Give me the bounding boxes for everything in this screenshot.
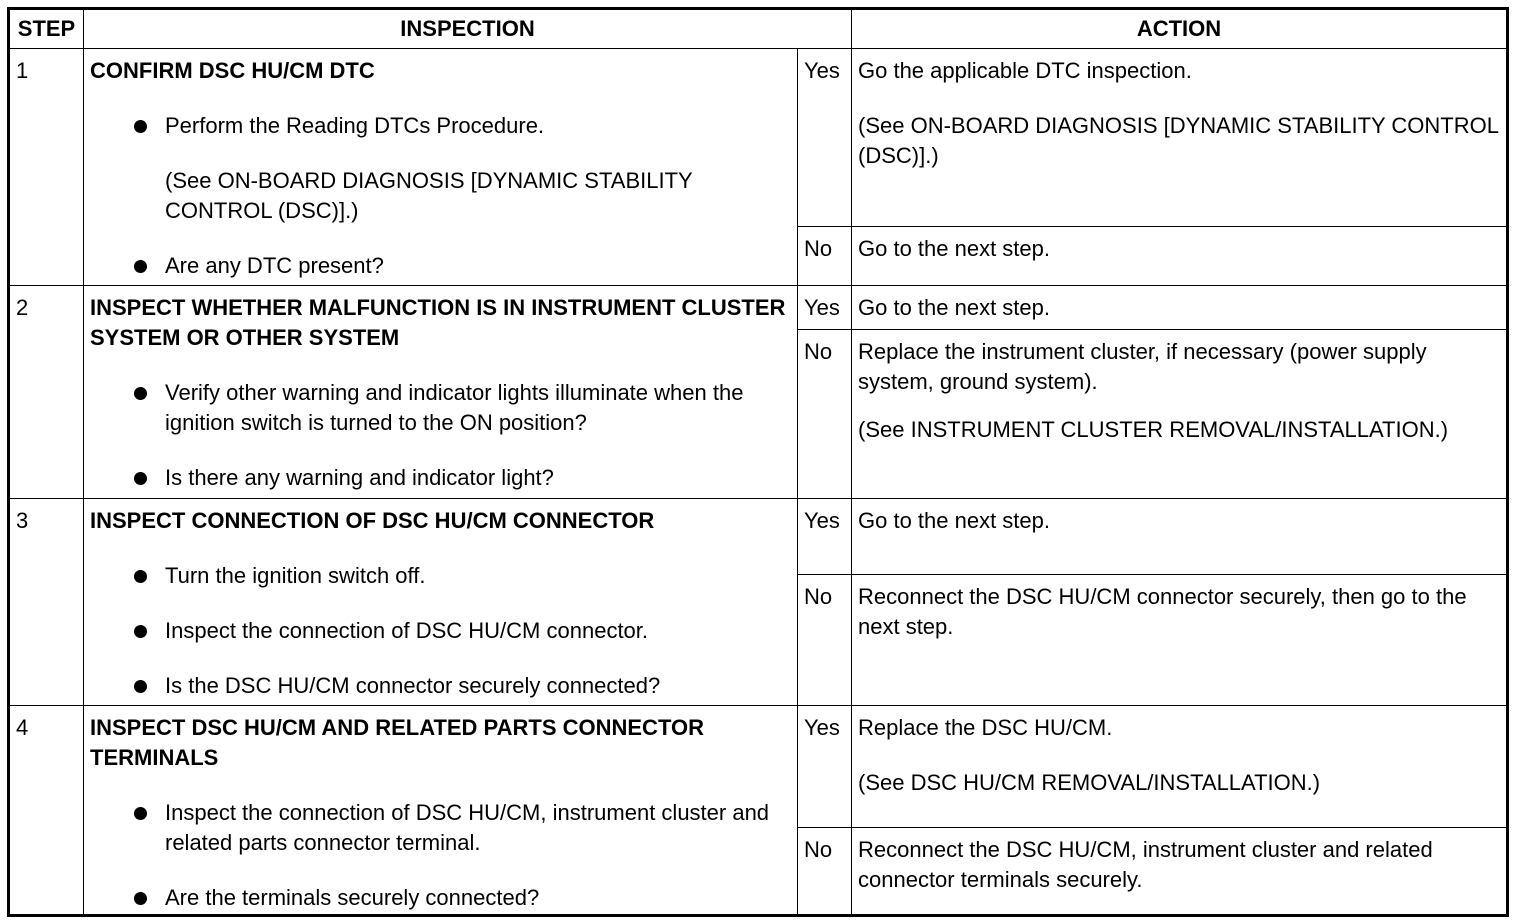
action-text: Reconnect the DSC HU/CM, instrument cluster and related connector terminals securely. (858, 836, 1433, 892)
inspection-title: CONFIRM DSC HU/CM DTC (90, 58, 375, 84)
no-action-cell (852, 330, 1508, 498)
no-action-cell (852, 227, 1508, 286)
bullet-text: Inspect the connection of DSC HU/CM connector. (165, 617, 649, 643)
inspection-bullets (90, 561, 791, 701)
bullet-text: Is there any warning and indicator light? (165, 465, 554, 491)
no-action-cell (852, 574, 1508, 705)
step-number: 2 (9, 286, 84, 498)
action-text: Replace the DSC HU/CM. (858, 714, 1113, 740)
yes-label: Yes (798, 286, 852, 330)
bullet-text: Turn the ignition switch off. (165, 562, 426, 588)
no-label: No (798, 227, 852, 286)
action-note: (See ON-BOARD DIAGNOSIS [DYNAMIC STABILITY CONTROL (DSC)].) (858, 113, 1499, 169)
diagnostic-procedure-table (7, 7, 1509, 917)
bullet-item (90, 378, 791, 438)
step-3-yes-row (9, 498, 1508, 574)
yes-label: Yes (798, 498, 852, 574)
step-column-header: STEP (9, 9, 84, 49)
step-number: 4 (9, 705, 84, 915)
inspection-column-header: INSPECTION (84, 9, 852, 49)
header-row (9, 9, 1508, 49)
yes-action-cell (852, 705, 1508, 827)
bullet-text: Perform the Reading DTCs Procedure. (165, 113, 545, 139)
inspection-bullets (90, 378, 791, 493)
step-2-yes-row (9, 286, 1508, 330)
bullet-text: Inspect the connection of DSC HU/CM, instrument cluster and related parts connector terminal. (165, 799, 770, 855)
inspection-bullets (90, 111, 791, 281)
bullet-text: Are any DTC present? (165, 253, 384, 279)
yes-action-cell (852, 498, 1508, 574)
bullet-text: Is the DSC HU/CM connector securely connected? (165, 672, 661, 698)
action-note: (See INSTRUMENT CLUSTER REMOVAL/INSTALLATION.) (858, 417, 1449, 443)
no-label: No (798, 827, 852, 915)
step-1-yes-row (9, 49, 1508, 227)
inspection-cell (84, 286, 798, 498)
action-text: Go to the next step. (858, 507, 1051, 533)
bullet-item (90, 616, 791, 646)
inspection-cell (84, 498, 798, 705)
action-note: (See DSC HU/CM REMOVAL/INSTALLATION.) (858, 769, 1321, 795)
bullet-item (90, 798, 791, 858)
bullet-item (90, 251, 791, 281)
bullet-item (90, 463, 791, 493)
yes-label: Yes (798, 705, 852, 827)
no-action-cell (852, 827, 1508, 915)
action-column-header: ACTION (852, 9, 1508, 49)
yes-action-cell (852, 49, 1508, 227)
action-text: Go to the next step. (858, 295, 1051, 321)
inspection-bullets (90, 798, 791, 913)
yes-action-cell (852, 286, 1508, 330)
inspection-title: INSPECT WHETHER MALFUNCTION IS IN INSTRUMENT CLUSTER SYSTEM OR OTHER SYSTEM (90, 295, 786, 351)
inspection-title: INSPECT CONNECTION OF DSC HU/CM CONNECTOR (90, 507, 655, 533)
yes-label: Yes (798, 49, 852, 227)
bullet-item (90, 883, 791, 913)
inspection-title: INSPECT DSC HU/CM AND RELATED PARTS CONNECTOR TERMINALS (90, 714, 704, 770)
bullet-item (90, 111, 791, 226)
bullet-item (90, 671, 791, 701)
no-label: No (798, 574, 852, 705)
bullet-note: (See ON-BOARD DIAGNOSIS [DYNAMIC STABILITY CONTROL (DSC)].) (165, 168, 693, 224)
step-4-yes-row (9, 705, 1508, 827)
action-text: Go to the next step. (858, 236, 1051, 262)
no-label: No (798, 330, 852, 498)
action-text: Go the applicable DTC inspection. (858, 58, 1192, 84)
inspection-cell (84, 705, 798, 915)
inspection-cell (84, 49, 798, 286)
bullet-item (90, 561, 791, 591)
action-text: Reconnect the DSC HU/CM connector securely, then go to the next step. (858, 583, 1467, 639)
bullet-text: Are the terminals securely connected? (165, 884, 540, 910)
step-number: 1 (9, 49, 84, 286)
bullet-text: Verify other warning and indicator lights illuminate when the ignition switch is turned to the ON position? (165, 380, 744, 436)
step-number: 3 (9, 498, 84, 705)
action-text: Replace the instrument cluster, if necessary (power supply system, ground system). (858, 339, 1427, 395)
